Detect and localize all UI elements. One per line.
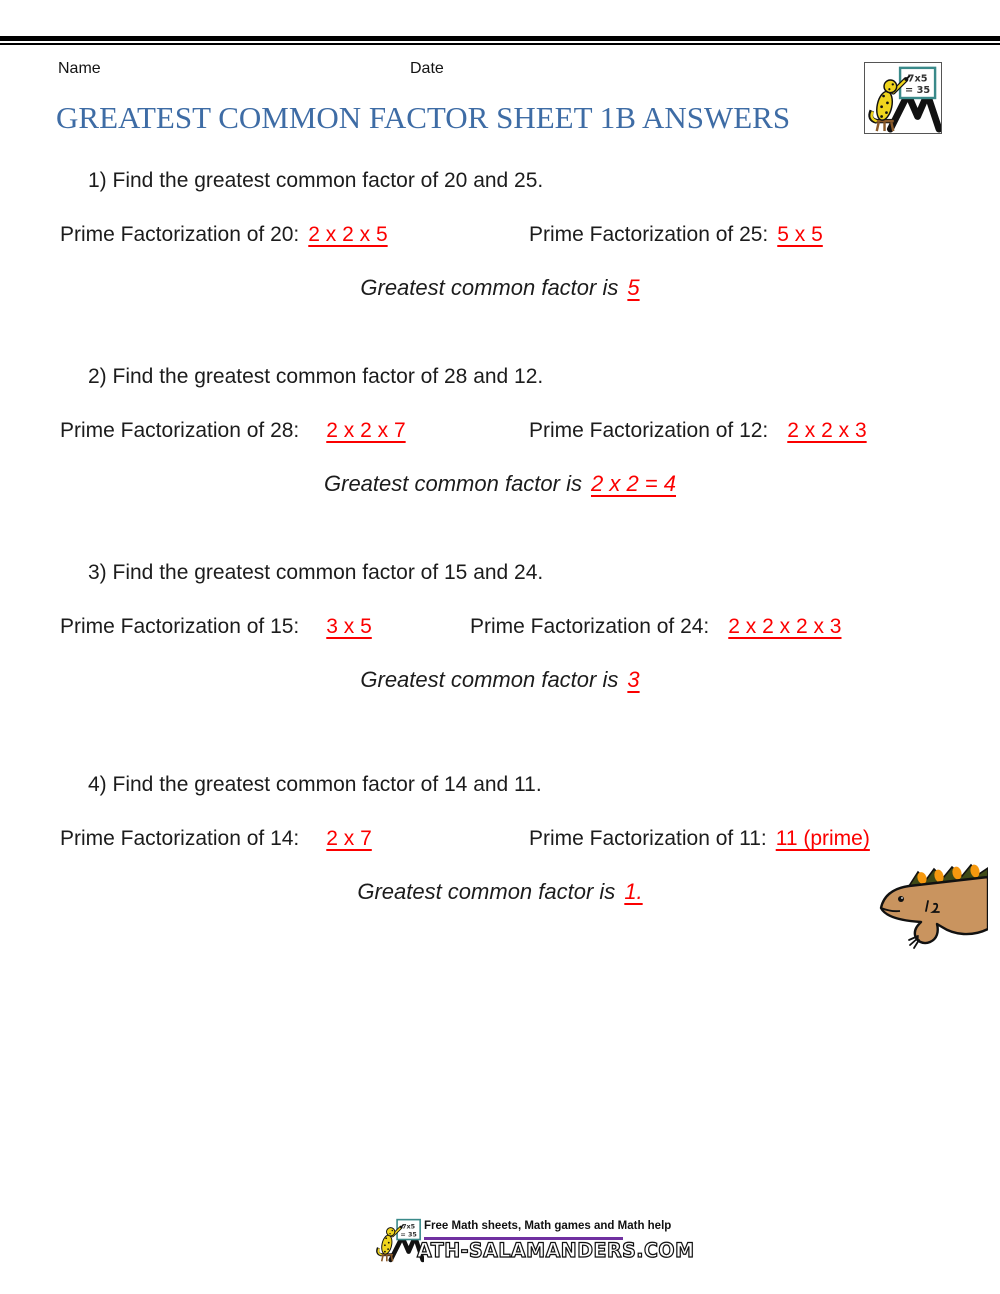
- q4-gcf-label: Greatest common factor is: [357, 879, 616, 904]
- q4-gcf-answer: 1.: [624, 879, 643, 904]
- q1-gcf-label: Greatest common factor is: [360, 275, 619, 300]
- question-3-prompt: 3) Find the greatest common factor of 15 and 24.: [88, 561, 544, 584]
- lizard-icon: [876, 863, 988, 951]
- page-title: GREATEST COMMON FACTOR SHEET 1B ANSWERS: [56, 100, 791, 135]
- q1-right-label: Prime Factorization of 25:: [529, 223, 769, 246]
- math-salamanders-logo: [864, 62, 942, 134]
- q4-right-group: [529, 827, 870, 851]
- q4-left-answer: 2 x 7: [326, 827, 372, 850]
- salamander-easel-icon: [865, 63, 941, 133]
- question-3-gcf-line: [0, 667, 1000, 693]
- q3-gcf-label: Greatest common factor is: [360, 667, 619, 692]
- question-1-factorizations: [60, 223, 960, 247]
- q3-right-answer: 2 x 2 x 2 x 3: [728, 615, 842, 638]
- q2-gcf-label: Greatest common factor is: [324, 471, 582, 496]
- q2-right-label: Prime Factorization of 12:: [529, 419, 769, 442]
- question-2-text: [88, 365, 543, 389]
- lizard-illustration: [876, 863, 988, 956]
- q3-left-label: Prime Factorization of 15:: [60, 615, 300, 638]
- question-2-factorizations: [60, 419, 960, 443]
- q1-right-group: [529, 223, 823, 247]
- footer-tagline: Free Math sheets, Math games and Math help: [424, 1220, 672, 1232]
- question-1-gcf-line: [0, 275, 1000, 301]
- q1-gcf-answer: 5: [627, 275, 640, 300]
- q1-right-answer: 5 x 5: [777, 223, 823, 246]
- q2-left-label: Prime Factorization of 28:: [60, 419, 300, 442]
- question-4-factorizations: [60, 827, 960, 851]
- q3-left-answer: 3 x 5: [326, 615, 372, 638]
- q2-gcf-answer: 2 x 2 = 4: [590, 471, 676, 496]
- q1-left-answer: 2 x 2 x 5: [308, 223, 388, 246]
- date-label: Date: [410, 60, 444, 77]
- question-4-prompt: 4) Find the greatest common factor of 14 and 11.: [88, 773, 542, 796]
- q2-left-answer: 2 x 2 x 7: [326, 419, 406, 442]
- q3-right-group: [470, 615, 842, 639]
- q3-gcf-answer: 3: [627, 667, 640, 692]
- q2-right-group: [529, 419, 867, 443]
- name-label: Name: [58, 60, 101, 77]
- question-3-text: [88, 561, 543, 585]
- site-name-text: ATH-SALAMANDERS.COM: [417, 1239, 695, 1263]
- q4-left-label: Prime Factorization of 14:: [60, 827, 300, 850]
- question-4-gcf-line: [0, 879, 1000, 905]
- q3-right-label: Prime Factorization of 24:: [470, 615, 710, 638]
- q2-right-answer: 2 x 2 x 3: [787, 419, 867, 442]
- question-3-factorizations: [60, 615, 960, 639]
- q4-right-answer: 11 (prime): [775, 827, 870, 850]
- question-4-text: [88, 773, 542, 797]
- question-2-gcf-line: [0, 471, 1000, 497]
- question-2-prompt: 2) Find the greatest common factor of 28 and 12.: [88, 365, 544, 388]
- question-1-prompt: 1) Find the greatest common factor of 20 and 25.: [88, 169, 544, 192]
- q4-right-label: Prime Factorization of 11:: [529, 827, 767, 850]
- question-1-text: [88, 169, 543, 193]
- top-border-rule: [0, 36, 1000, 45]
- q1-left-label: Prime Factorization of 20:: [60, 223, 300, 246]
